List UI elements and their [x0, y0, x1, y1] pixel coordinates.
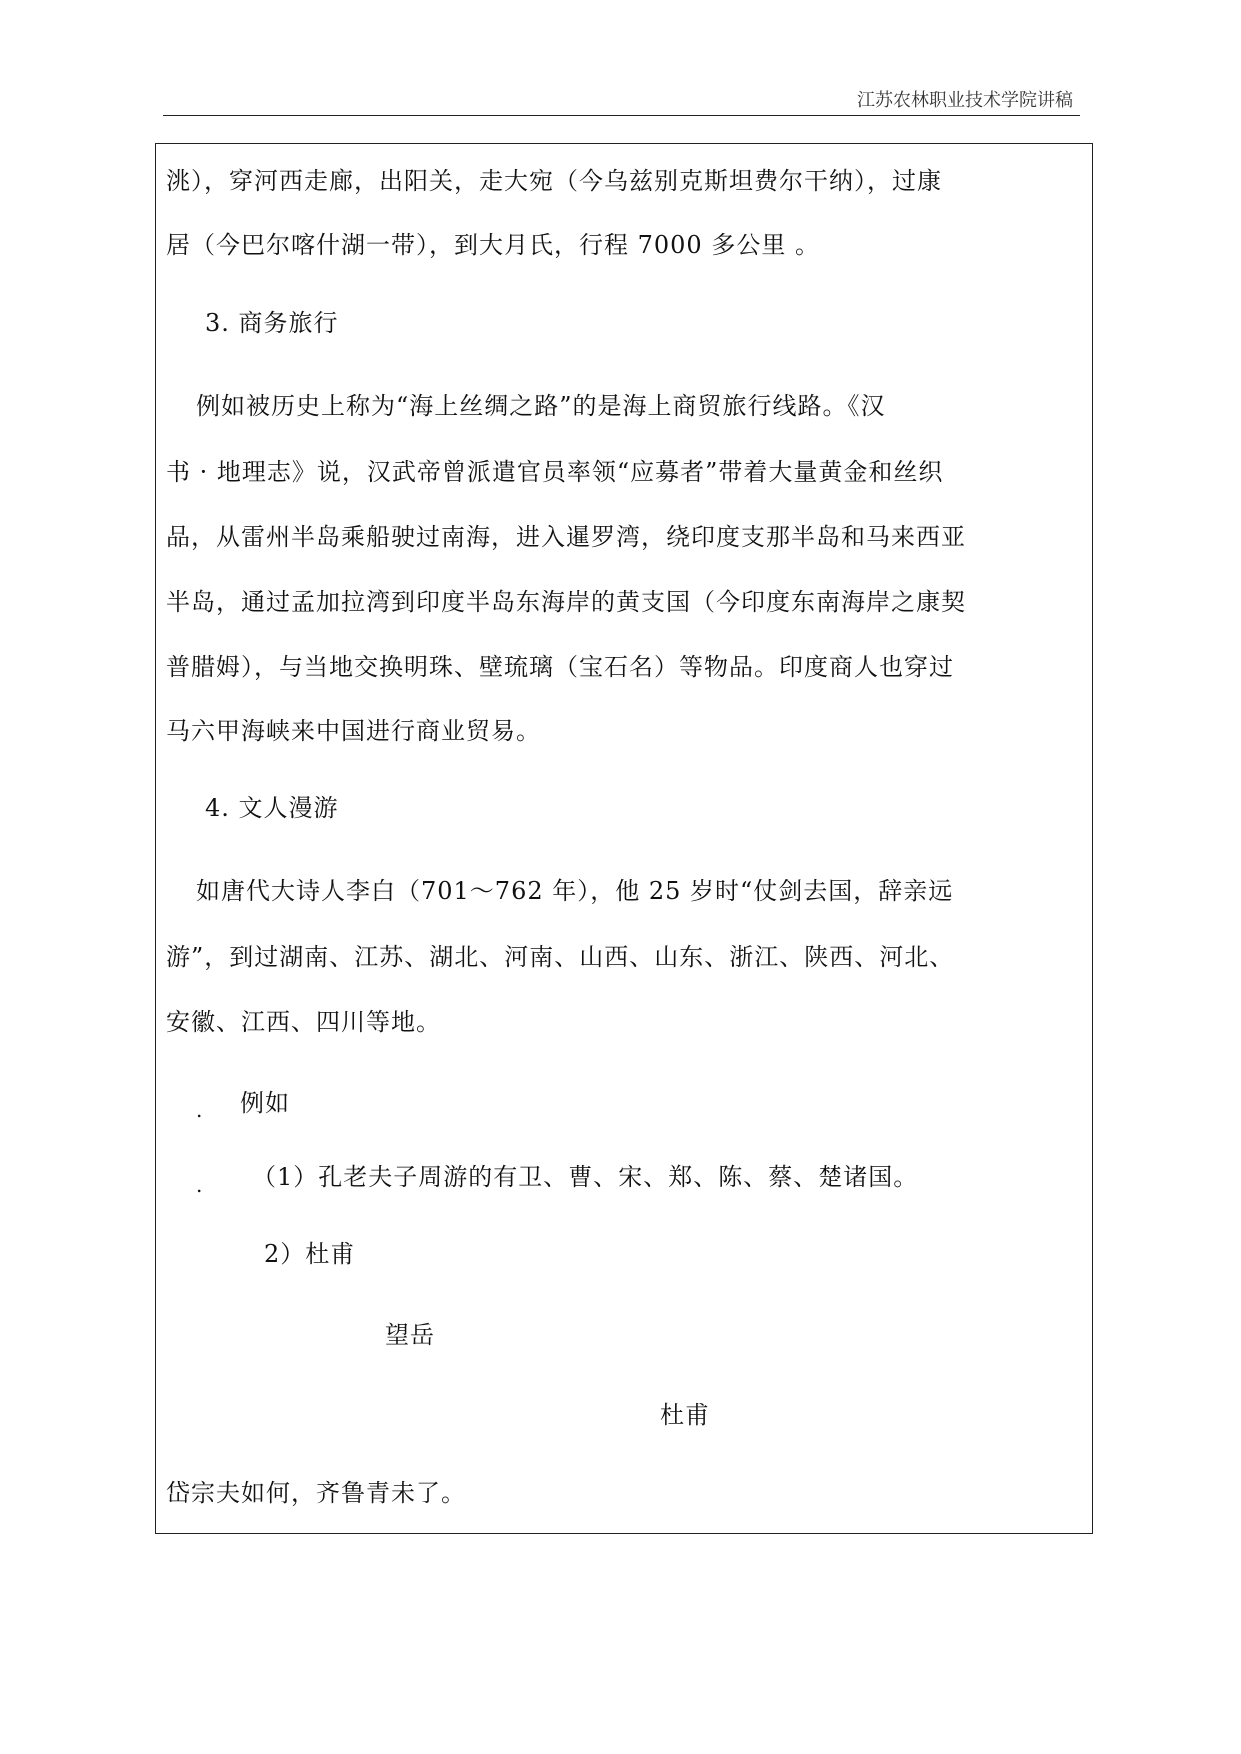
body-line-5: 品，从雷州半岛乘船驶过南海，进入暹罗湾，绕印度支那半岛和马来西亚 — [166, 523, 966, 551]
body-line-8: 马六甲海峡来中国进行商业贸易。 — [166, 717, 541, 745]
header-rule — [163, 115, 1080, 116]
section-heading-literati-travel: 4. 文人漫游 — [205, 794, 339, 822]
body-line-4: 书 · 地理志》说，汉武帝曾派遣官员率领“应募者”带着大量黄金和丝织 — [166, 458, 944, 486]
body-line-9: 如唐代大诗人李白（701～762 年），他 25 岁时“仗剑去国，辞亲远 — [196, 877, 954, 905]
body-line-7: 普腊姆），与当地交换明珠、壁琉璃（宝石名）等物品。印度商人也穿过 — [166, 653, 954, 681]
poem-title: 望岳 — [385, 1321, 435, 1349]
body-line-1: 洮），穿河西走廊，出阳关，走大宛（今乌兹别克斯坦费尔干纳），过康 — [166, 167, 942, 195]
bullet-dot: . — [196, 1098, 203, 1122]
bullet-dot: . — [196, 1173, 203, 1197]
example-item-2: 2）杜甫 — [264, 1240, 356, 1268]
body-line-10: 游”，到过湖南、江苏、湖北、河南、山西、山东、浙江、陕西、河北、 — [166, 943, 955, 971]
poem-author: 杜甫 — [660, 1401, 710, 1429]
body-line-11: 安徽、江西、四川等地。 — [166, 1008, 441, 1036]
body-line-3: 例如被历史上称为“海上丝绸之路”的是海上商贸旅行线路。《汉 — [196, 392, 886, 420]
body-line-2: 居（今巴尔喀什湖一带），到大月氏，行程 7000 多公里 。 — [166, 231, 820, 259]
example-item-1: （1）孔老夫子周游的有卫、曹、宋、郑、陈、蔡、楚诸国。 — [252, 1163, 919, 1191]
header-institution: 江苏农林职业技术学院讲稿 — [857, 90, 1073, 111]
section-heading-business-travel: 3. 商务旅行 — [205, 309, 339, 337]
example-heading: 例如 — [240, 1089, 290, 1117]
content-box — [155, 143, 1093, 1534]
body-line-6: 半岛，通过孟加拉湾到印度半岛东海岸的黄支国（今印度东南海岸之康契 — [166, 588, 966, 616]
poem-first-line: 岱宗夫如何，齐鲁青未了。 — [166, 1479, 466, 1507]
